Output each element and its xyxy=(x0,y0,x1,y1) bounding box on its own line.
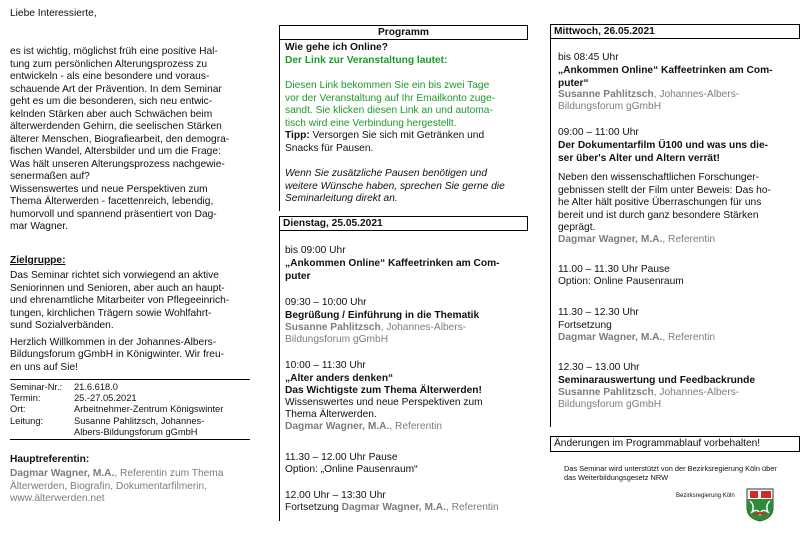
zielgruppe-line: sund Sozialverbänden. xyxy=(10,320,114,331)
session-leader: Susanne Pahlitzsch xyxy=(558,89,654,100)
session-time: 09:30 – 10:00 Uhr xyxy=(285,297,367,308)
session-desc-line: gebnissen stellt der Film unter Beweis: Das ho- xyxy=(558,184,771,196)
session-option: Option: „Online Pausenraum“ xyxy=(285,464,418,475)
session-desc-line: geprägt. xyxy=(558,222,596,233)
session-leader-org: , Johannes-Albers- xyxy=(653,387,740,398)
zielgruppe-line: Herzlich Willkommen in der Johannes-Albers- xyxy=(10,336,217,348)
zielgruppe-line: Bildungsforum gGmbH in Königwinter. Wir freu- xyxy=(10,349,225,360)
info-key xyxy=(10,427,74,438)
intro-line: tung zum persönlichen Alterungsprozess zu xyxy=(10,58,208,70)
session-desc xyxy=(558,172,800,235)
logo-caption: Bezirksregierung Köln xyxy=(676,493,735,499)
intro-line: älterwerdenden Gehirn, die seelischen Stärken xyxy=(10,121,222,132)
session-time: 11.00 – 11.30 Uhr Pause xyxy=(558,264,670,275)
session-title-line: „Ankommen Online“ Kaffeetrinken am Com- xyxy=(558,65,773,76)
session-label: Fortsetzung xyxy=(285,502,342,513)
session-time: 11.30 – 12.00 Uhr Pause xyxy=(285,452,398,463)
session-referent-role: , Referentin xyxy=(662,234,716,245)
session-desc: Wissenswertes und neue Perspektiven zum xyxy=(285,397,483,408)
session-desc-line: Neben den wissenschaftlichen Forschunger- xyxy=(558,172,760,183)
intro-line: älterer Menschen, Biografiearbeit, den demogra- xyxy=(10,133,230,145)
info-value: 21.6.618.0 xyxy=(74,382,118,392)
session-title-line: ser über's Alter und Altern verrät! xyxy=(558,152,720,164)
referentin-info xyxy=(10,468,250,506)
coat-of-arms-icon xyxy=(746,488,774,522)
referentin-website: www.älterwerden.net xyxy=(10,493,105,504)
link-text xyxy=(285,80,528,130)
session-title-line: puter“ xyxy=(558,77,589,89)
session-leader: Susanne Pahlitzsch xyxy=(558,387,654,398)
support-line: das Weiterbildungsgesetz NRW xyxy=(564,473,669,482)
info-value: Susanne Pahlitzsch, Johannes- xyxy=(74,415,205,426)
referentin-line: Älterwerden, Biografin, Dokumentarfilmerin, xyxy=(10,480,208,492)
greeting: Liebe Interessierte, xyxy=(10,8,97,19)
day-header-wednesday: Mittwoch, 26.05.2021 xyxy=(550,24,800,39)
section-left-border xyxy=(550,39,551,427)
session-option: Option: Online Pausenraum xyxy=(558,276,684,287)
session-referent-role: , Referentin xyxy=(445,502,499,513)
session-title-line: Der Dokumentarfilm Ü100 und was uns die- xyxy=(558,140,769,151)
session-time: 10:00 – 11:30 Uhr xyxy=(285,360,366,371)
divider xyxy=(10,379,250,380)
info-value: Arbeitnehmer-Zentrum Königswinter xyxy=(74,404,224,415)
intro-line: Was hält unseren Alterungsprozess nachgewie- xyxy=(10,158,225,170)
referentin-name: Dagmar Wagner, M.A. xyxy=(10,468,115,479)
tipp-text xyxy=(285,130,528,155)
zielgruppe-text xyxy=(10,270,250,374)
intro-line: Thema Älterwerden - facettenreich, lebendig, xyxy=(10,196,214,207)
zielgruppe-line: und ehrenamtliche Mitarbeiter von Pflegeeinrich- xyxy=(10,295,230,306)
info-key: Leitung: xyxy=(10,415,44,426)
session-time: 11.30 – 12.30 Uhr xyxy=(558,307,639,318)
session-title-line: „Ankommen Online“ Kaffeetrinken am Com- xyxy=(285,258,500,269)
session-time: 12.00 Uhr – 13:30 Uhr xyxy=(285,490,386,501)
intro-line: geht es um die besonderen, sich neu entwic- xyxy=(10,96,213,107)
intro-line: kelnden Stärken aber auch Schwächen beim xyxy=(10,108,213,120)
session-title xyxy=(558,65,800,90)
session-referent: Dagmar Wagner, M.A. xyxy=(341,502,446,513)
zielgruppe-line: tungen, kirchlichen Trägern sowie Wohlfahrt- xyxy=(10,307,212,319)
session-desc-line: he Alter hält positive Überraschungen für uns xyxy=(558,197,762,208)
intro-line: humorvoll und spannend präsentiert von Dag- xyxy=(10,208,217,220)
support-line: Das Seminar wird unterstützt von der Bezirksregierung Köln über xyxy=(564,464,777,473)
session-leader-org: , Johannes-Albers- xyxy=(653,89,740,100)
session-referent: Dagmar Wagner, M.A. xyxy=(558,332,663,343)
tipp-label: Tipp: xyxy=(285,130,310,141)
intro-line: es ist wichtig, möglichst früh eine positive Hal- xyxy=(10,46,218,57)
session-desc: Thema Älterwerden. xyxy=(285,409,377,420)
intro-text xyxy=(10,46,250,234)
session-leader-org: , Johannes-Albers- xyxy=(380,322,467,333)
support-note xyxy=(564,464,800,482)
info-row xyxy=(10,382,223,393)
session-referent: Dagmar Wagner, M.A. xyxy=(285,421,390,432)
info-row xyxy=(10,393,223,404)
session-title xyxy=(285,258,528,283)
link-line: sandt. Sie klicken diesen Link an und automa- xyxy=(285,105,493,116)
tipp-line: Versorgen Sie sich mit Getränken und xyxy=(309,130,485,141)
online-question: Wie gehe ich Online? xyxy=(285,42,388,53)
intro-line: senermaßen auf? xyxy=(10,171,90,182)
referentin-heading: Hauptreferentin: xyxy=(10,454,90,465)
changes-notice: Änderungen im Programmablauf vorbehalten! xyxy=(550,436,800,452)
seminar-info-table xyxy=(10,382,223,438)
intro-line: schauende Art der Prävention. In dem Seminar xyxy=(10,83,222,95)
referentin-role: , Referentin zum Thema xyxy=(114,468,224,479)
session-org: Bildungsforum gGmbH xyxy=(558,101,662,112)
intro-line: mar Wagner. xyxy=(10,221,68,232)
zielgruppe-line: Das Seminar richtet sich vorwiegend an aktive xyxy=(10,270,219,281)
session-time: bis 08:45 Uhr xyxy=(558,52,619,63)
intro-line: Wissenswertes und neue Perspektiven zum xyxy=(10,183,208,195)
link-line: Diesen Link bekommen Sie ein bis zwei Tage xyxy=(285,80,490,91)
session-subtitle: Das Wichtigste zum Thema Älterwerden! xyxy=(285,385,482,396)
zielgruppe-line: en uns auf Sie! xyxy=(10,361,78,373)
day-header-tuesday: Dienstag, 25.05.2021 xyxy=(279,216,528,231)
session-label: Fortsetzung xyxy=(558,320,612,331)
zielgruppe-heading: Zielgruppe: xyxy=(10,255,66,266)
session-title: Seminarauswertung und Feedbackrunde xyxy=(558,375,755,386)
info-key: Ort: xyxy=(10,404,26,415)
link-heading: Der Link zur Veranstaltung lautet: xyxy=(285,55,448,66)
info-value: 25.-27.05.2021 xyxy=(74,393,137,404)
session-title: Begrüßung / Einführung in die Thematik xyxy=(285,310,480,321)
section-left-border xyxy=(279,40,280,211)
session-time: 12.30 – 13.00 Uhr xyxy=(558,362,640,373)
session-leader: Susanne Pahlitzsch xyxy=(285,322,381,333)
zielgruppe-line: Seniorinnen und Senioren, aber auch an haupt- xyxy=(10,282,225,294)
intro-line: entwickeln - als eine besondere und voraus- xyxy=(10,71,210,82)
session-title-line: puter xyxy=(285,270,311,282)
session-referent-role: , Referentin xyxy=(662,332,716,343)
intro-line: fischen Wandel, Altersbilder und um die Frage: xyxy=(10,146,221,157)
info-row xyxy=(10,416,223,427)
session-org: Bildungsforum gGmbH xyxy=(558,399,662,410)
section-left-border xyxy=(279,231,280,521)
link-line: vor der Veranstaltung auf Ihr Emailkonto zuge- xyxy=(285,92,496,104)
session-time: bis 09:00 Uhr xyxy=(285,245,346,256)
info-key: Seminar-Nr.: xyxy=(10,382,63,392)
session-org: Bildungsforum gGmbH xyxy=(285,334,389,345)
session-referent: Dagmar Wagner, M.A. xyxy=(558,234,663,245)
programm-header: Programm xyxy=(279,25,528,40)
session-title: „Alter anders denken“ xyxy=(285,373,394,384)
tipp-line: Snacks für Pausen. xyxy=(285,142,374,154)
link-line: tisch wird eine Verbindung hergestellt. xyxy=(285,117,457,129)
info-key: Termin: xyxy=(10,393,41,404)
pause-note-line: weitere Wünsche haben, sprechen Sie gerne die xyxy=(285,180,505,192)
pause-note xyxy=(285,168,528,206)
session-referent-role: , Referentin xyxy=(389,421,443,432)
info-row xyxy=(10,427,223,438)
divider xyxy=(10,439,250,440)
session-time: 09:00 – 11:00 Uhr xyxy=(558,127,639,138)
pause-note-line: Wenn Sie zusätzliche Pausen benötigen und xyxy=(285,168,488,179)
session-desc-line: bereit und ist durch ganz besondere Stärken xyxy=(558,209,759,221)
pause-note-line: Seminarleitung direkt an. xyxy=(285,193,398,204)
session-title xyxy=(558,140,800,165)
info-value: Albers-Bildungsforum gGmbH xyxy=(74,426,198,437)
info-row xyxy=(10,404,223,415)
